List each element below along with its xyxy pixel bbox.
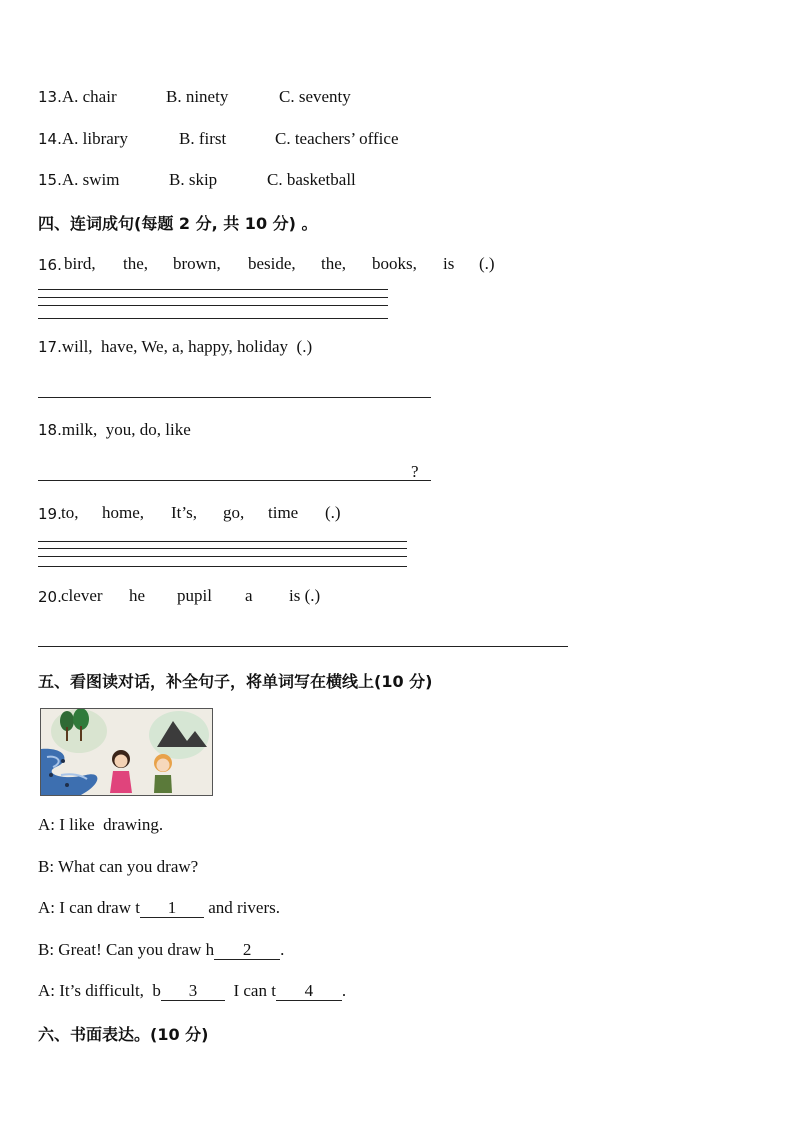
writing-line[interactable] (38, 297, 388, 298)
word: clever (61, 586, 103, 605)
question-number: 18. (38, 421, 62, 439)
blank-4[interactable]: 4 (276, 982, 342, 1001)
word: (.) (325, 503, 341, 522)
word: go, (223, 503, 245, 522)
word: brown, (173, 254, 221, 273)
word: bird, (64, 254, 96, 273)
blank-2[interactable]: 2 (214, 941, 280, 960)
line-text: I can t (224, 981, 276, 1000)
line-text: and rivers. (203, 898, 280, 917)
word: pupil (177, 586, 212, 605)
writing-line[interactable] (38, 318, 388, 319)
question-number: 15. (38, 171, 62, 189)
question-number: 13. (38, 88, 62, 106)
option-c: C. basketball (267, 170, 356, 189)
word: books, (372, 254, 417, 273)
section-4-heading: 四、连词成句(每题 2 分, 共 10 分) 。 (38, 214, 318, 233)
line-text: . (280, 940, 285, 959)
word: is (443, 254, 455, 273)
question-number: 19. (38, 505, 62, 523)
word: beside, (248, 254, 296, 273)
word: he (129, 586, 146, 605)
question-number: 16. (38, 256, 62, 274)
question-15 (38, 170, 119, 190)
question-17 (38, 337, 312, 357)
word: to, (61, 503, 79, 522)
answer-line[interactable] (38, 480, 431, 481)
answer-line[interactable] (38, 397, 431, 398)
dialogue-line-1: A: I like drawing. (38, 815, 164, 834)
line-text: A: I can draw t (38, 898, 140, 917)
writing-line[interactable] (38, 305, 388, 306)
word: home, (102, 503, 145, 522)
writing-line[interactable] (38, 289, 388, 290)
line-text: B: Great! Can you draw h (38, 940, 215, 959)
option-a: A. swim (61, 170, 120, 189)
section-5-heading: 五、看图读对话，补全句子，将单词写在横线上(10 分) (38, 672, 433, 691)
dialogue-line-3 (38, 898, 280, 918)
writing-line[interactable] (38, 556, 407, 557)
option-b: B. ninety (166, 87, 229, 106)
line-text: . (341, 981, 347, 1000)
question-number: 17. (38, 338, 62, 356)
question-number: 20. (38, 588, 62, 606)
word: It’s, (171, 503, 197, 522)
question-number: 14. (38, 130, 62, 148)
option-b: B. first (179, 129, 227, 148)
word: (.) (479, 254, 495, 273)
answer-line[interactable] (38, 646, 568, 647)
dialogue-line-4 (38, 940, 284, 960)
question-mark: ? (411, 462, 419, 481)
dialogue-line-2: B: What can you draw? (38, 857, 199, 876)
option-a: A. chair (61, 87, 117, 106)
question-text: milk, you, do, like (61, 420, 191, 439)
option-b: B. skip (169, 170, 218, 189)
line-text: A: It’s difficult, b (38, 981, 161, 1000)
option-a: A. library (61, 129, 128, 148)
writing-line[interactable] (38, 541, 407, 542)
blank-1[interactable]: 1 (140, 899, 204, 918)
dialogue-line-5 (38, 981, 346, 1001)
option-c: C. teachers’ office (275, 129, 399, 148)
question-14 (38, 129, 128, 149)
option-c: C. seventy (279, 87, 351, 106)
question-text: will, have, We, a, happy, holiday (.) (61, 337, 313, 356)
question-18 (38, 420, 191, 440)
illustration-children-drawing (40, 708, 213, 796)
illustration-art (41, 709, 212, 795)
word: the, (123, 254, 149, 273)
word: time (268, 503, 299, 522)
blank-3[interactable]: 3 (161, 982, 225, 1001)
writing-line[interactable] (38, 566, 407, 567)
word: the, (321, 254, 347, 273)
word: is (.) (289, 586, 321, 605)
writing-line[interactable] (38, 548, 407, 549)
question-13 (38, 87, 117, 107)
section-6-heading: 六、书面表达。(10 分) (38, 1025, 209, 1044)
word: a (245, 586, 253, 605)
